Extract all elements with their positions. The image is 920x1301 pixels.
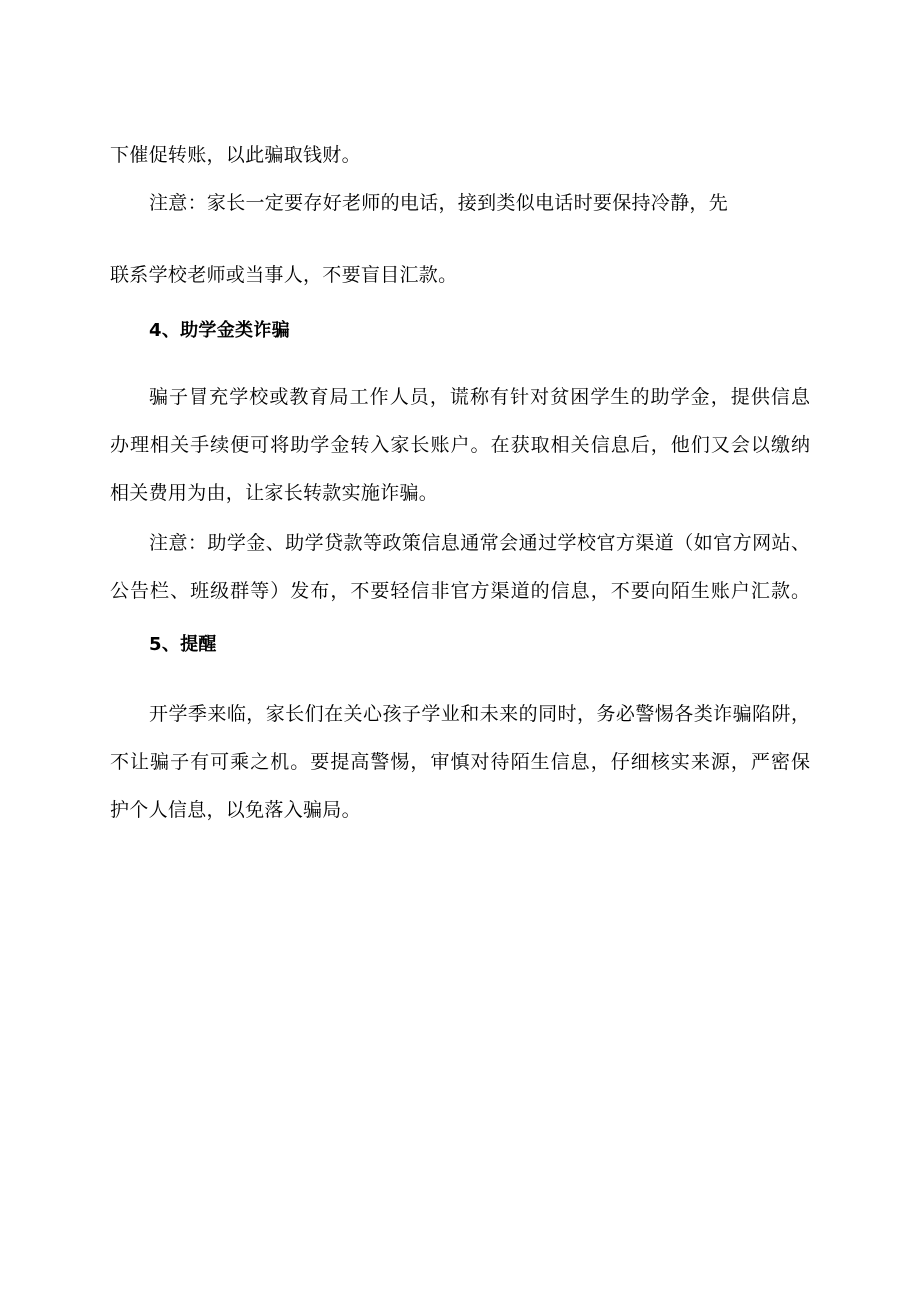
section-heading-4: 4、助学金类诈骗: [149, 320, 290, 341]
note-line: 注意：助学金、助学贷款等政策信息通常会通过学校官方渠道（如官方网站、: [149, 532, 810, 554]
note-line: 注意：家长一定要存好老师的电话，接到类似电话时要保持冷静，先: [149, 192, 729, 214]
paragraph-line: 开学季来临，家长们在关心孩子学业和未来的同时，务必警惕各类诈骗陷阱，: [149, 703, 810, 725]
paragraph-line: 骗子冒充学校或教育局工作人员，谎称有针对贫困学生的助学金，提供信息: [149, 386, 810, 408]
paragraph-line: 公告栏、班级群等）发布，不要轻信非官方渠道的信息，不要向陌生账户汇款。: [110, 580, 810, 602]
paragraph-line: 不让骗子有可乘之机。要提高警惕，审慎对待陌生信息，仔细核实来源，严密保: [110, 751, 810, 773]
paragraph-line: 相关费用为由，让家长转款实施诈骗。: [110, 482, 439, 504]
paragraph-line: 下催促转账，以此骗取钱财。: [110, 144, 361, 166]
section-heading-5: 5、提醒: [149, 634, 217, 655]
paragraph-line: 办理相关手续便可将助学金转入家长账户。在获取相关信息后，他们又会以缴纳: [110, 434, 810, 456]
paragraph-line: 联系学校老师或当事人，不要盲目汇款。: [110, 264, 458, 286]
paragraph-line: 护个人信息，以免落入骗局。: [110, 799, 361, 821]
